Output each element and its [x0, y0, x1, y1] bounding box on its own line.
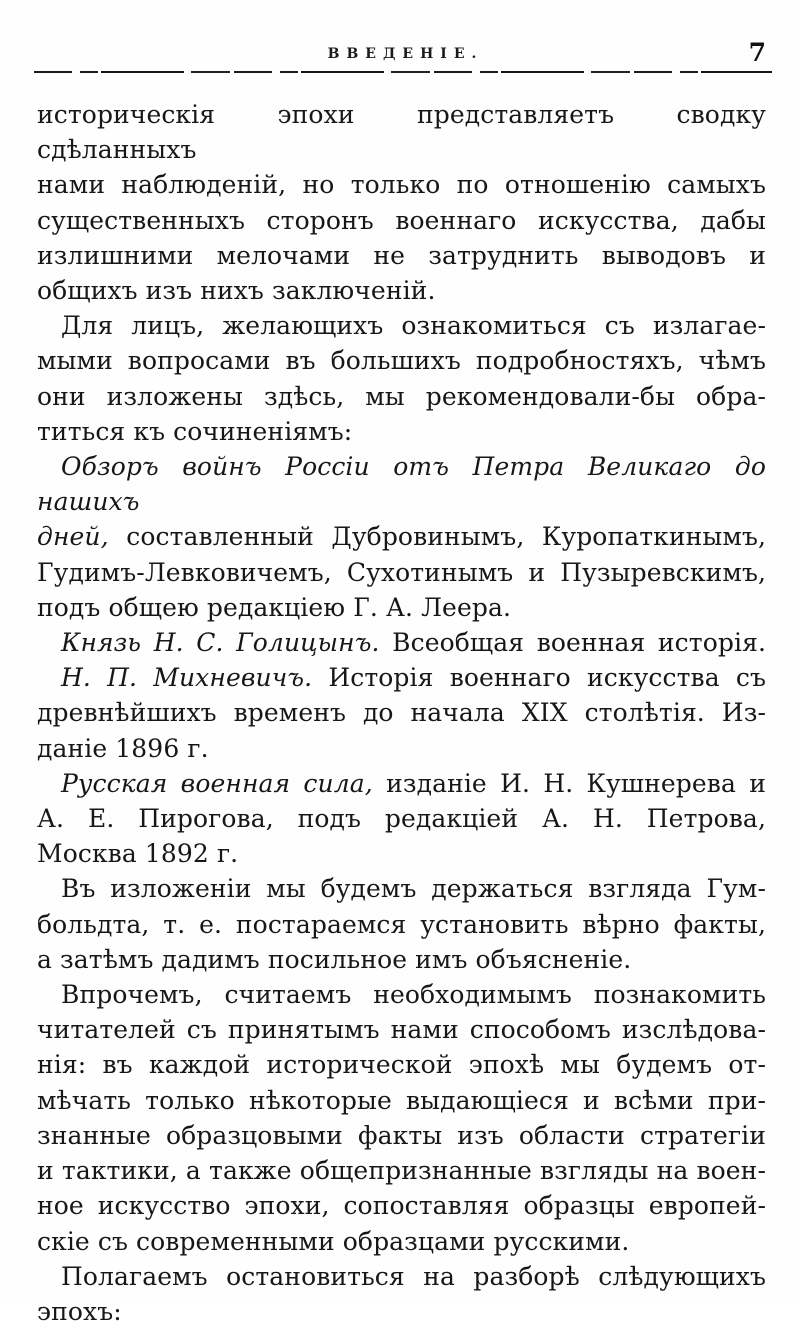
- text-segment: нія: въ каждой исторической эпохѣ мы будемъ от-: [37, 1050, 766, 1080]
- text-line: [37, 1224, 766, 1259]
- paragraph: [37, 1259, 766, 1329]
- page-number: 7: [748, 38, 766, 67]
- header-rule: [34, 70, 772, 73]
- text-segment: существенныхъ сторонъ военнаго искусства, дабы: [37, 205, 766, 235]
- paragraph: [37, 308, 766, 449]
- paragraph: [37, 766, 766, 872]
- text-segment: даніе 1896 г.: [37, 733, 209, 763]
- paragraph: [37, 871, 766, 977]
- text-segment: составленный Дубровинымъ, Куропаткинымъ,: [108, 522, 766, 552]
- text-segment: Въ изложеніи мы будемъ держаться взгляда Гум-: [61, 874, 766, 904]
- text-segment: Впрочемъ, считаемъ необходимымъ познакомить: [61, 980, 766, 1010]
- text-segment: Москва 1892 г.: [37, 839, 239, 869]
- text-segment: Полагаемъ остановиться на разборѣ слѣдующихъ: [61, 1261, 766, 1291]
- text-line: [37, 1294, 766, 1329]
- text-block: [37, 97, 766, 1329]
- paragraph: [37, 449, 766, 625]
- text-line: [37, 379, 766, 414]
- text-line: [37, 871, 766, 906]
- text-line: [37, 731, 766, 766]
- text-line: [37, 519, 766, 554]
- text-line: [37, 766, 766, 801]
- text-segment: мѣчать только нѣкоторые выдающіеся и всѣми при-: [37, 1085, 766, 1115]
- text-segment: скіе съ современными образцами русскими.: [37, 1226, 630, 1256]
- text-line: [37, 1188, 766, 1223]
- text-line: [37, 660, 766, 695]
- text-line: [37, 414, 766, 449]
- text-segment: титься къ сочиненіямъ:: [37, 416, 353, 446]
- paragraph: [37, 97, 766, 308]
- running-title: ВВЕДЕНІЕ.: [327, 46, 484, 62]
- text-segment: излишними мелочами не затруднить выводовъ и: [37, 240, 766, 270]
- text-segment: эпохъ:: [37, 1296, 122, 1326]
- text-line: [37, 801, 766, 836]
- page-header: [36, 40, 768, 72]
- text-segment: а затѣмъ дадимъ посильное имъ объясненіе.: [37, 944, 632, 974]
- text-segment: изданіе И. Н. Кушнерева и: [372, 768, 766, 798]
- text-segment: историческія эпохи представляетъ сводку сдѣланныхъ: [37, 100, 766, 165]
- text-line: [37, 977, 766, 1012]
- text-line: [37, 590, 766, 625]
- text-segment: А. Е. Пирогова, подъ редакціей А. Н. Петрова,: [37, 804, 766, 834]
- italic-text-segment: Обзоръ войнъ Россіи отъ Петра Великаго до нашихъ: [37, 452, 766, 517]
- italic-text-segment: дней,: [37, 522, 109, 552]
- paragraph: [37, 977, 766, 1259]
- text-line: [37, 907, 766, 942]
- text-segment: мыми вопросами въ большихъ подробностяхъ, чѣмъ: [37, 346, 766, 376]
- text-line: [37, 555, 766, 590]
- text-segment: Исторія военнаго искусства съ: [312, 663, 766, 693]
- text-segment: знанные образцовыми факты изъ области стратегіи: [37, 1120, 766, 1150]
- text-segment: они изложены здѣсь, мы рекомендовали-бы обра-: [37, 381, 766, 411]
- text-segment: Всеобщая военная исторія.: [379, 628, 766, 658]
- text-segment: читателей съ принятымъ нами способомъ изслѣдова-: [37, 1015, 766, 1045]
- text-segment: общихъ изъ нихъ заключеній.: [37, 276, 436, 306]
- text-line: [37, 308, 766, 343]
- text-segment: нами наблюденій, но только по отношенію самыхъ: [37, 170, 766, 200]
- text-line: [37, 97, 766, 167]
- text-segment: больдта, т. е. постараемся установить вѣрно факты,: [37, 909, 766, 939]
- text-line: [37, 836, 766, 871]
- text-line: [37, 273, 766, 308]
- text-line: [37, 1047, 766, 1082]
- text-line: [37, 1153, 766, 1188]
- italic-text-segment: Русская военная сила,: [61, 768, 373, 798]
- text-line: [37, 625, 766, 660]
- paragraph: [37, 625, 766, 660]
- text-segment: ное искусство эпохи, сопоставляя образцы европей-: [37, 1191, 766, 1221]
- text-line: [37, 695, 766, 730]
- italic-text-segment: Князь Н. С. Голицынъ.: [61, 628, 380, 658]
- text-segment: Гудимъ-Левковичемъ, Сухотинымъ и Пузыревскимъ,: [37, 557, 766, 587]
- italic-text-segment: Н. П. Михневичъ.: [61, 663, 313, 693]
- text-line: [37, 203, 766, 238]
- text-line: [37, 1083, 766, 1118]
- text-line: [37, 1012, 766, 1047]
- text-segment: Для лицъ, желающихъ ознакомиться съ излагае-: [61, 311, 766, 341]
- text-line: [37, 167, 766, 202]
- text-line: [37, 1118, 766, 1153]
- text-segment: подъ общею редакціею Г. А. Леера.: [37, 592, 511, 622]
- text-line: [37, 942, 766, 977]
- text-line: [37, 238, 766, 273]
- text-line: [37, 1259, 766, 1294]
- text-segment: древнѣйшихъ временъ до начала XIX столѣтія. Из-: [37, 698, 766, 728]
- text-line: [37, 449, 766, 519]
- text-line: [37, 343, 766, 378]
- text-segment: и тактики, а также общепризнанные взгляды на воен-: [37, 1156, 766, 1186]
- paragraph: [37, 660, 766, 766]
